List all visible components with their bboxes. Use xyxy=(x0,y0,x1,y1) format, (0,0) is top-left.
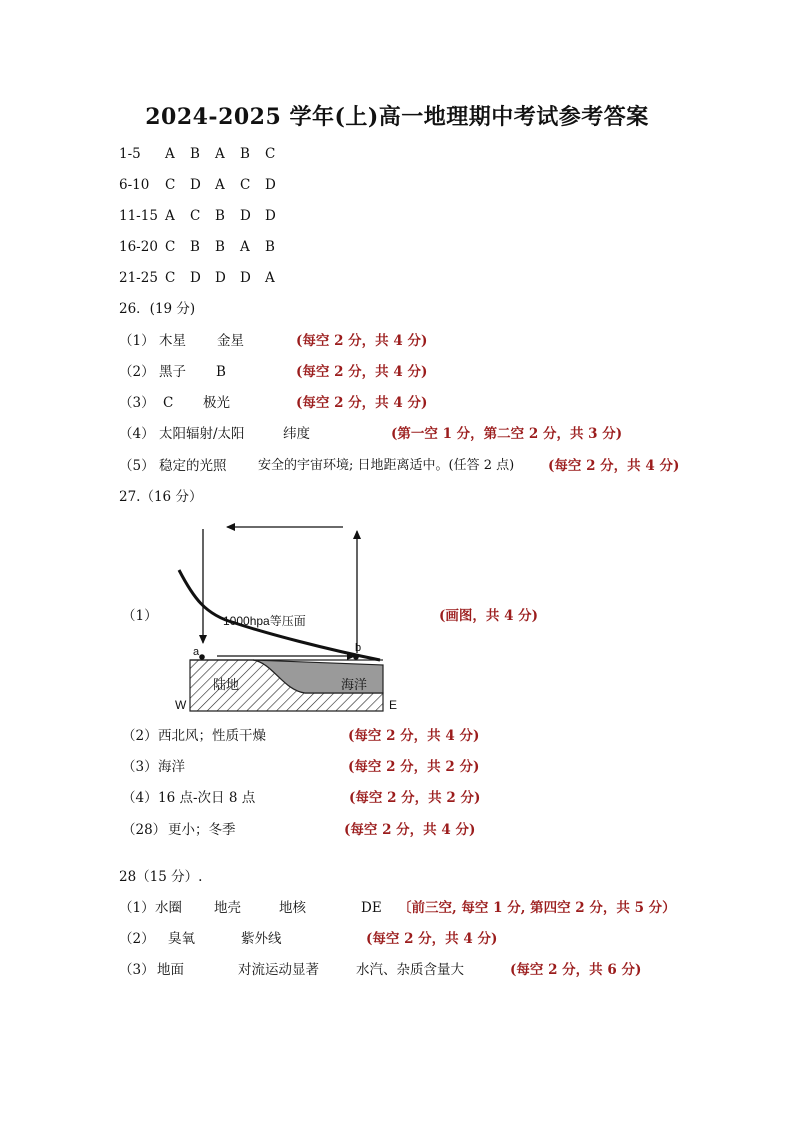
mc-row xyxy=(119,269,290,287)
land-label: 陆地 xyxy=(213,677,240,692)
mc-answer: C xyxy=(265,146,276,162)
point-b-dot xyxy=(353,654,359,660)
q26-item-num: （1） xyxy=(119,333,155,349)
q27-item-num: （4） xyxy=(122,790,158,806)
q28-answer: 水汽、杂质含量大 xyxy=(356,962,464,978)
point-a-dot xyxy=(199,654,205,660)
mc-row xyxy=(119,145,290,163)
q26-item-num: （2） xyxy=(119,364,155,380)
q28-score: (每空 2 分，共 4 分) xyxy=(366,931,498,947)
q28-score: 〔前三空, 每空 1 分, 第四空 2 分，共 5 分） xyxy=(398,900,676,916)
mc-row xyxy=(119,207,290,225)
mc-answer: A xyxy=(215,146,225,162)
q26-item-num: （4） xyxy=(119,426,155,442)
mc-answer: B xyxy=(190,239,200,255)
mc-answer: B xyxy=(215,239,225,255)
mc-answer: C xyxy=(190,208,201,224)
q28-item-num: （1） xyxy=(119,900,155,916)
q28-answer: 地核 xyxy=(279,900,306,916)
mc-answer: A xyxy=(240,239,250,255)
mc-range: 21-25 xyxy=(119,270,158,286)
mc-answer: B xyxy=(190,146,200,162)
mc-answer: D xyxy=(240,208,251,224)
q28-answer: 地面 xyxy=(157,962,184,978)
mc-answer: B xyxy=(265,239,275,255)
q26-heading: 26．(19 分) xyxy=(119,301,196,317)
mc-answer: A xyxy=(165,146,175,162)
q26-answer: 纬度 xyxy=(283,426,310,442)
q27-answer: 西北风；性质干燥 xyxy=(158,728,266,744)
isobar-label: 1000hpa等压面 xyxy=(223,614,306,628)
q27-item-num: （1） xyxy=(122,608,158,624)
q27-answer: 16 点-次日 8 点 xyxy=(158,790,256,806)
q26-item-num: （5） xyxy=(119,458,155,474)
q26-answer: 木星 xyxy=(159,333,186,349)
mc-answer: A xyxy=(215,177,225,193)
mc-answer: D xyxy=(240,270,251,286)
q28-answer: 水圈 xyxy=(155,900,182,916)
mc-answer: C xyxy=(240,177,251,193)
mc-answer: D xyxy=(190,177,201,193)
mc-answer: B xyxy=(215,208,225,224)
q26-answer: 安全的宇宙环境; 日地距离适中。(任答 2 点) xyxy=(258,458,515,473)
q26-answer: 稳定的光照 xyxy=(159,458,227,474)
mc-answer: D xyxy=(265,208,276,224)
q28-answer: 臭氧 xyxy=(168,931,195,947)
q27-score: (每空 2 分，共 4 分) xyxy=(344,822,476,838)
q26-answer: 太阳辐射/太阳 xyxy=(159,426,245,442)
q27-score: (每空 2 分，共 2 分) xyxy=(349,790,481,806)
q27-score: (每空 2 分，共 2 分) xyxy=(348,759,480,775)
q26-answer: 金星 xyxy=(217,333,244,349)
q27-answer: 海洋 xyxy=(158,759,185,775)
q26-answer: C xyxy=(163,395,174,411)
q26-score: (每空 2 分，共 4 分) xyxy=(296,333,428,349)
mc-answer: A xyxy=(265,270,275,286)
mc-answer: C xyxy=(165,270,176,286)
q26-answer: B xyxy=(216,364,226,380)
q27-diagram-score: (画图，共 4 分) xyxy=(439,608,539,624)
mc-answer: D xyxy=(265,177,276,193)
q28-answer: 地壳 xyxy=(214,900,241,916)
mc-answer: B xyxy=(240,146,250,162)
q28-score: (每空 2 分，共 6 分) xyxy=(510,962,642,978)
mc-answer: C xyxy=(165,239,176,255)
q26-score: (每空 2 分，共 4 分) xyxy=(548,458,680,474)
q26-answer: 黑子 xyxy=(159,364,186,380)
q27-score: (每空 2 分，共 4 分) xyxy=(348,728,480,744)
q28-answer: DE xyxy=(361,900,382,916)
point-a-label: a xyxy=(193,646,200,658)
q26-score: (每空 2 分，共 4 分) xyxy=(296,364,428,380)
point-b-label: b xyxy=(355,642,362,654)
q28-answer: 对流运动显著 xyxy=(238,962,319,978)
mc-answer: C xyxy=(165,177,176,193)
mc-row xyxy=(119,238,290,256)
page-title: 2024-2025 学年(上)高一地理期中考试参考答案 xyxy=(145,104,649,130)
mc-answer: D xyxy=(190,270,201,286)
q26-score: (第一空 1 分，第二空 2 分，共 3 分) xyxy=(391,426,623,442)
sea-label: 海洋 xyxy=(341,677,368,692)
mc-row xyxy=(119,176,290,194)
q27-item-num: （3） xyxy=(122,759,158,775)
q28-answer: 紫外线 xyxy=(241,931,282,947)
q28-item-num: （2） xyxy=(119,931,155,947)
q27-answer: 更小；冬季 xyxy=(168,822,236,838)
q26-answer: 极光 xyxy=(203,395,230,411)
sea-land-breeze-diagram xyxy=(165,515,405,715)
q26-score: (每空 2 分，共 4 分) xyxy=(296,395,428,411)
west-label: W xyxy=(175,698,187,712)
q27-item-num: （28） xyxy=(122,822,167,838)
mc-range: 1-5 xyxy=(119,146,141,162)
q27-item-num: （2） xyxy=(122,728,158,744)
mc-range: 16-20 xyxy=(119,239,158,255)
q27-heading: 27.（16 分） xyxy=(119,489,203,505)
mc-range: 11-15 xyxy=(119,208,158,224)
mc-range: 6-10 xyxy=(119,177,150,193)
q28-heading: 28（15 分）. xyxy=(119,869,203,885)
east-label: E xyxy=(389,698,398,712)
q26-item-num: （3） xyxy=(119,395,155,411)
q28-item-num: （3） xyxy=(119,962,155,978)
mc-answer: A xyxy=(165,208,175,224)
mc-answer: D xyxy=(215,270,226,286)
